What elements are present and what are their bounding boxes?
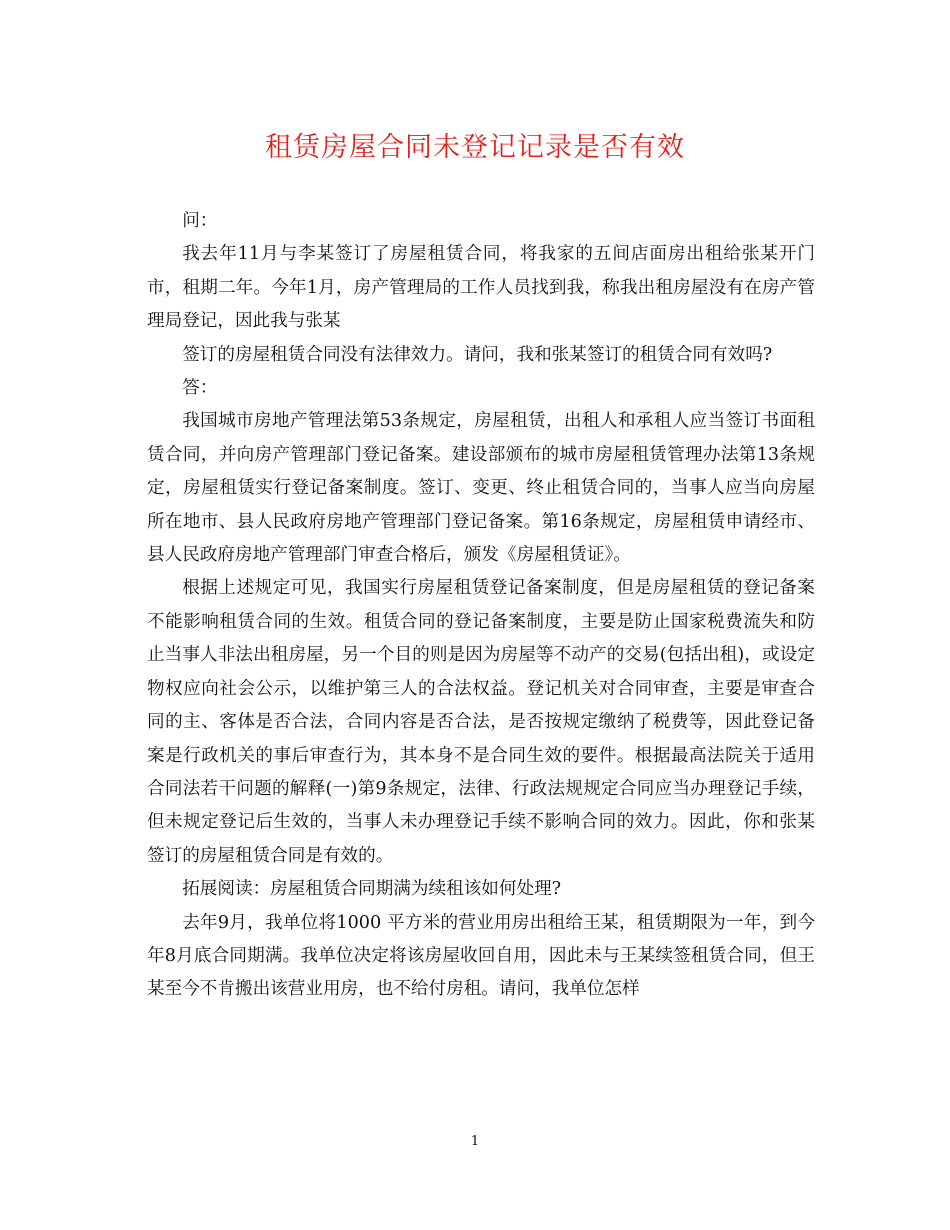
paragraph-answer-label: 答：	[182, 378, 218, 399]
paragraph-question-label: 问：	[182, 211, 218, 231]
document-title: 租赁房屋合同未登记记录是否有效	[265, 132, 685, 163]
document-body	[147, 205, 815, 1007]
paragraph-answer-legal-basis: 我国城市房地产管理法第53条规定，房屋租赁，出租人和承租人应当签订书面租赁合同，并向房产管理部门登记备案。建设部颁布的城市房屋租赁管理办法第13条规定，房屋租赁实行登记备案制度。签订、变更、终止租赁合同的，当事人应当向房屋所在地市、县人民政府房地产管理部门登记备案。第16条规定，房屋租赁申请经市、县人民政府房地产管理部门审查合格后，颁发《房屋租赁证》。	[147, 411, 815, 566]
paragraph-extended-reading: 拓展阅读：房屋租赁合同期满为续租该如何处理?	[182, 879, 562, 900]
paragraph-question-continued: 签订的房屋租赁合同没有法律效力。请问，我和张某签订的租赁合同有效吗?	[182, 344, 773, 365]
paragraph-question-text: 我去年11月与李某签订了房屋租赁合同，将我家的五间店面房出租给张某开门市，租期二年。今年1月，房产管理局的工作人员找到我，称我出租房屋没有在房产管理局登记，因此我与张某	[147, 244, 815, 332]
paragraph-answer-analysis: 根据上述规定可见，我国实行房屋租赁登记备案制度，但是房屋租赁的登记备案不能影响租赁合同的生效。租赁合同的登记备案制度，主要是防止国家税费流失和防止当事人非法出租房屋，另一个目的则是因为房屋等不动产的交易(包括出租)，或设定物权应向社会公示，以维护第三人的合法权益。登记机关对合同审查，主要是审查合同的主、客体是否合法，合同内容是否合法，是否按规定缴纳了税费等，因此登记备案是行政机关的事后审查行为，其本身不是合同生效的要件。根据最高法院关于适用合同法若干问题的解释(一)第9条规定，法律、行政法规规定合同应当办理登记手续，但未规定登记后生效的，当事人未办理登记手续不影响合同的效力。因此，你和张某签订的房屋租赁合同是有效的。	[147, 578, 815, 866]
paragraph-extended-case: 去年9月，我单位将1000 平方米的营业用房出租给王某，租赁期限为一年，到今年8月底合同期满。我单位决定将该房屋收回自用，因此未与王某续签租赁合同，但王某至今不肯搬出该营业用房，也不给付房租。请问，我单位怎样	[147, 912, 815, 1000]
page-number: 1	[470, 1134, 480, 1149]
